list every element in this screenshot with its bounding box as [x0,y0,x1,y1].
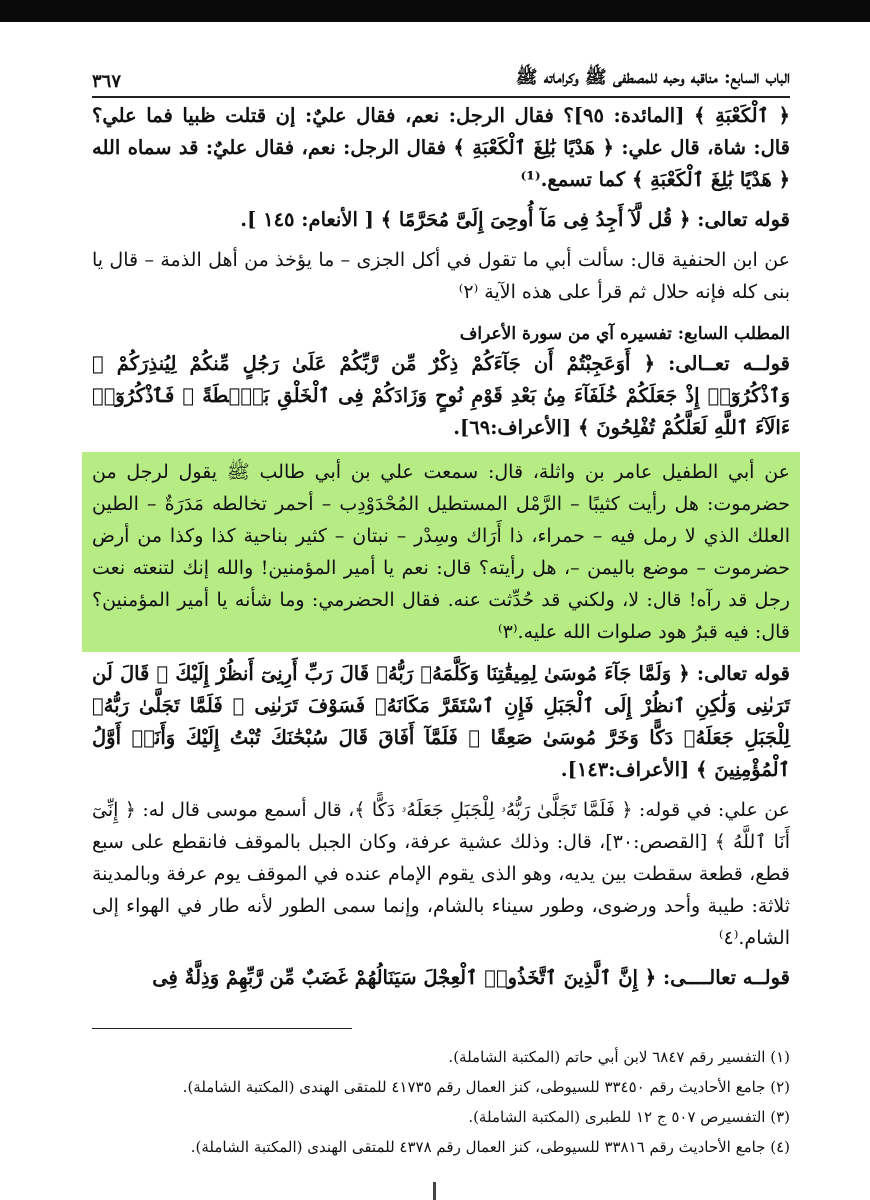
highlighted-passage [82,452,800,652]
book-page [92,22,790,1182]
paragraph-3: عن ابن الحنفية قال: سألت أبي ما تقول في أكل الجزى – ما يؤخذ من أهل الذمة – قال يا بنى كله فإنه حلال ثم قرأ على هذه الآية ⁽٢⁾ [92,249,790,303]
paragraph-4: قولــه تعــالى: ﴿ أَوَعَجِبْتُمْ أَن جَآءَكُمْ ذِكْرٌ مِّن رَّبِّكُمْ عَلَىٰ رَجُلٍ مِّنكُمْ لِيُنذِرَكُمْ ۚ وَٱذْكُرُوٓا۟ إِذْ جَعَلَكُمْ خُلَفَآءَ مِنۢ بَعْدِ قَوْمِ نُوحٍ وَزَادَكُمْ فِى ٱلْخَلْقِ بَصْۜطَةً ۖ فَٱذْكُرُوٓا۟ ءَالَآءَ ٱللَّهِ لَعَلَّكُمْ تُفْلِحُونَ ﴾ [الأعراف:٦٩]. [92,352,790,439]
paragraph-6: عن علي: في قوله: ﴿ فَلَمَّا تَجَلَّىٰ رَبُّهُۥ لِلْجَبَلِ جَعَلَهُۥ دَكًّا ﴾، قال أسمع موسى قال له: ﴿ إِنِّىٓ أَنَا ٱللَّهُ ﴾ [القصص:٣٠]، قال: وذلك عشية عرفة، وكان الجبل بالموقف فانقطع على سبع قطع، قطعة سقطت بين يديه، وهو الذى يقوم الإمام عنده في الموقف يوم عرفة وبالمدينة ثلاثة: طيبة وأحد ورضوى، وطور سيناء بالشام، وإنما سمى الطور لأنه طار في الهواء إلى الشام.⁽٤⁾ [92,799,790,949]
footnote-4: (٤) جامع الأحاديث رقم ٣٣٨١٦ للسيوطى، كنز العمال رقم ٤٣٧٨ للمتقى الهندى (المكتبة الشاملة). [190,1138,790,1156]
paragraph-5: قوله تعالى: ﴿ وَلَمَّا جَآءَ مُوسَىٰ لِمِيقَٰتِنَا وَكَلَّمَهُۥ رَبُّهُۥ قَالَ رَبِّ أَرِنِىٓ أَنظُرْ إِلَيْكَ ۚ قَالَ لَن تَرَىٰنِى وَلَٰكِنِ ٱنظُرْ إِلَى ٱلْجَبَلِ فَإِنِ ٱسْتَقَرَّ مَكَانَهُۥ فَسَوْفَ تَرَىٰنِى ۚ فَلَمَّا تَجَلَّىٰ رَبُّهُۥ لِلْجَبَلِ جَعَلَهُۥ دَكًّا وَخَرَّ مُوسَىٰ صَعِقًا ۚ فَلَمَّآ أَفَاقَ قَالَ سُبْحَٰنَكَ تُبْتُ إِلَيْكَ وَأَنَا۠ أَوَّلُ ٱلْمُؤْمِنِينَ ﴾ [الأعراف:١٤٣]. [92,662,790,781]
paragraph-7: قولــه تعالــــى: ﴿ إِنَّ ٱلَّذِينَ ٱتَّخَذُوا۟ ٱلْعِجْلَ سَيَنَالُهُمْ غَضَبٌ مِّن رَّبِّهِمْ وَذِلَّةٌ فِى [152,966,790,989]
section-title: المطلب السابع: تفسيره آي من سورة الأعراف [459,324,790,344]
page-header [92,64,790,92]
paragraph-2: قوله تعالى: ﴿ قُل لَّآ أَجِدُ فِى مَآ أُوحِىَ إِلَىَّ مُحَرَّمًا ﴾ [ الأنعام: ١٤٥ ]. [240,208,790,231]
highlight-text: عن أبي الطفيل عامر بن واثلة، قال: سمعت علي بن أبي طالب ﷺ يقول لرجل من حضرموت: هل رأيت كثيبًا – الرَّمْل المستطيل المُحْدَوْدِب – أحمر تخالطه مَدَرَةٌ – الطين العلك الذي لا رمل فيه – حمراء، ذا أَرَاك وسِدْر – نبتان – كثير بناحية كذا وكذا من أرض حضرموت – موضع باليمن –، هل رأيته؟ قال: نعم يا أمير المؤمنين! والله إنك لتنعته نعت رجل قد رآه! قال: لا، ولكني قد حُدِّثت عنه. فقال الحضرمي: وما شأنه يا أمير المؤمنين؟ قال: فيه قبرُ هود صلوات الله عليه.⁽٣⁾ [92,461,790,643]
header-divider [92,96,790,98]
top-bar [0,0,870,22]
page-fold-mark [433,1182,436,1200]
footnote-3: (٣) التفسيرص ٥٠٧ ج ١٢ للطبرى (المكتبة الشاملة). [468,1108,790,1126]
footnote-1: (١) التفسير رقم ٦٨٤٧ لابن أبي حاتم (المكتبة الشاملة). [448,1048,790,1066]
footnote-divider [92,1028,352,1029]
footnotes [92,1042,790,1162]
page-body [92,100,790,994]
paragraph-1: ﴿ ٱلْكَعْبَةِ ﴾ [المائدة: ٩٥]؟ فقال الرجل: نعم، فقال عليٌ: إن قتلت ظبيا فما علي؟ قال: شاة، قال علي: ﴿ هَدْيًا بَٰلِغَ ٱلْكَعْبَةِ ﴾ فقال الرجل: نعم، فقال عليٌ: قد سماه الله ﴿ هَدْيًا بَٰلِغَ ٱلْكَعْبَةِ ﴾ كما تسمع.⁽¹⁾ [92,104,790,191]
chapter-title: الباب السابع: مناقبه وحبه للمصطفى ﷺ وكراماته ﷺ [515,67,790,88]
page-number: ٣٦٧ [92,71,122,92]
footnote-2: (٢) جامع الأحاديث رقم ٣٣٤٥٠ للسيوطى، كنز العمال رقم ٤١٧٣٥ للمتقى الهندى (المكتبة الشاملة). [182,1078,790,1096]
